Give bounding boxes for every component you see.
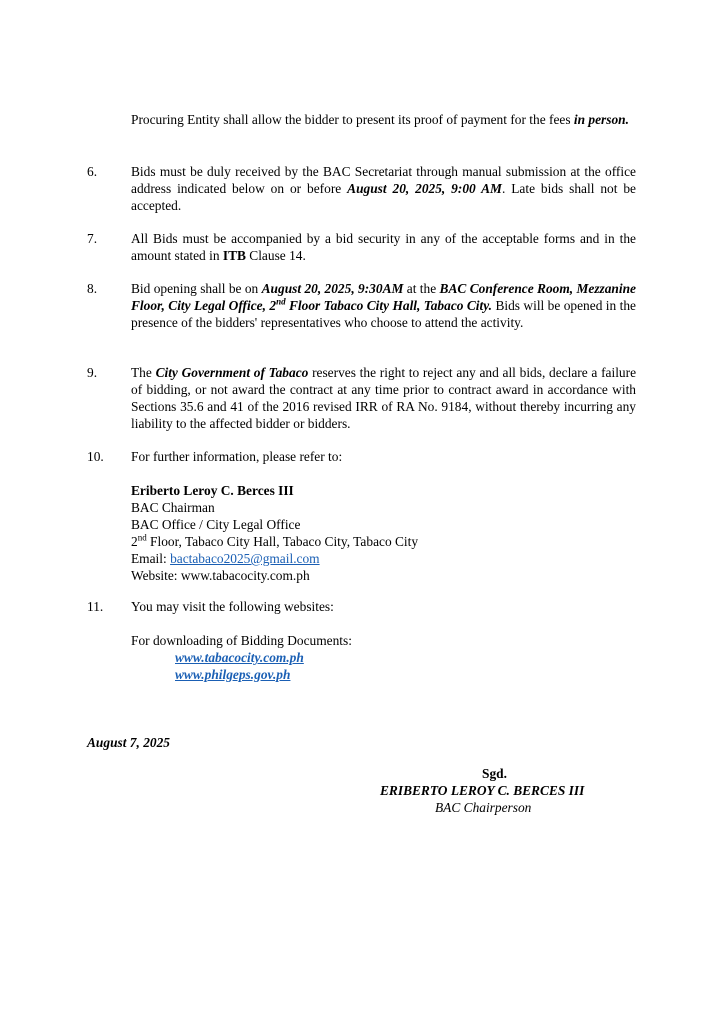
contact-website: Website: www.tabacocity.com.ph: [131, 568, 310, 583]
contact-block: [131, 482, 418, 584]
email-link[interactable]: bactabaco2025@gmail.com: [170, 551, 320, 566]
contact-email: Email: bactabaco2025@gmail.com: [131, 551, 320, 566]
tabacocity-link[interactable]: www.tabacocity.com.ph: [175, 650, 304, 665]
contact-office: BAC Office / City Legal Office: [131, 517, 301, 532]
item-number: 9.: [87, 365, 98, 380]
item-11-text: You may visit the following websites:: [131, 599, 334, 614]
downloads-links: [175, 649, 304, 683]
signature-sgd: Sgd.: [482, 766, 507, 781]
item-6-text: Bids must be duly received by the BAC Secretariat through manual submission at the office address indicated below on or before August 20, 2025, 9:00 AM. Late bids shall not be accepted.: [131, 164, 636, 213]
item-7-text: All Bids must be accompanied by a bid security in any of the acceptable forms and in the amount stated in ITB Clause 14.: [131, 231, 636, 263]
document-date: August 7, 2025: [87, 735, 170, 750]
signature-name: ERIBERTO LEROY C. BERCES III: [380, 783, 585, 798]
item-8-text: Bid opening shall be on August 20, 2025, 9:30AM at the BAC Conference Room, Mezzanine Floor, City Legal Office, 2nd Floor Tabaco City Hall, Tabaco City. Bids will be opened in the presence of the bidders' representatives who choose to attend the activity.: [131, 281, 636, 330]
downloads-label: For downloading of Bidding Documents:: [131, 633, 352, 648]
signature-role: BAC Chairperson: [435, 800, 532, 815]
item-number: 8.: [87, 281, 98, 296]
item-number: 7.: [87, 231, 98, 246]
item-number: 6.: [87, 164, 98, 179]
item-number: 11.: [87, 599, 104, 614]
contact-title: BAC Chairman: [131, 500, 215, 515]
item-9-text: The City Government of Tabaco reserves the right to reject any and all bids, declare a failure of bidding, or not award the contract at any time prior to contract award in accordance with Sections 35.6 and 41 of the 2016 revised IRR of RA No. 9184, without thereby incurring any liability to the affected bidder or bidders.: [131, 365, 637, 431]
contact-address: 2nd Floor, Tabaco City Hall, Tabaco City, Tabaco City: [131, 532, 419, 549]
item-10-text: For further information, please refer to:: [131, 449, 343, 464]
philgeps-link[interactable]: www.philgeps.gov.ph: [175, 667, 291, 682]
contact-name: Eriberto Leroy C. Berces III: [131, 483, 294, 498]
intro-paragraph: Procuring Entity shall allow the bidder to present its proof of payment for the fees in person.: [131, 112, 629, 127]
item-number: 10.: [87, 449, 104, 464]
